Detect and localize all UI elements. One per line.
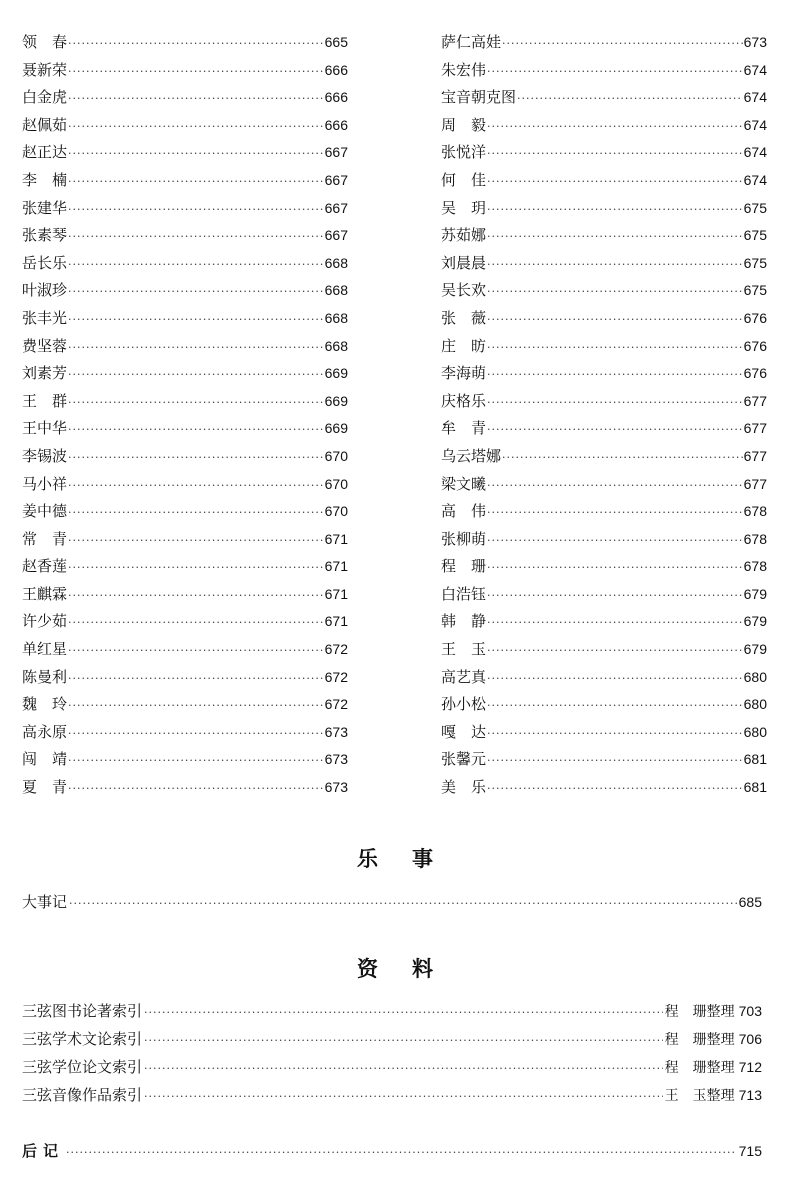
entry-page: 672	[324, 668, 348, 685]
entry-name: 王麒霖	[22, 584, 68, 603]
entry-page: 675	[743, 227, 767, 244]
toc-entry[interactable]	[441, 471, 767, 499]
entry-name: 庄 昉	[441, 336, 487, 355]
leader-dots	[68, 85, 324, 113]
entry-name: 许少茹	[22, 612, 68, 631]
toc-entry[interactable]	[441, 774, 767, 802]
entry-page: 673	[743, 34, 767, 50]
entry-editor: 程 珊整理	[664, 1032, 735, 1048]
entry-page: 675	[743, 199, 767, 216]
entry-page: 673	[324, 723, 348, 740]
leader-dots	[487, 251, 743, 279]
entry-page: 678	[743, 530, 767, 547]
toc-entry[interactable]	[441, 719, 767, 747]
entry-page: 666	[324, 89, 348, 106]
leader-dots	[68, 389, 324, 417]
entry-name: 姜中德	[22, 502, 68, 521]
entry-page: 679	[743, 641, 767, 658]
entry-page: 675	[743, 282, 767, 299]
toc-entry[interactable]	[441, 498, 767, 526]
entry-name: 韩 静	[441, 612, 487, 631]
toc-entry[interactable]	[22, 774, 348, 802]
entry-page: 672	[324, 696, 348, 713]
toc-entry[interactable]	[22, 29, 348, 57]
leader-dots	[487, 361, 743, 389]
leader-dots	[487, 472, 743, 500]
entry-page: 669	[324, 392, 348, 409]
entry-name: 王 群	[22, 391, 68, 410]
leader-dots	[487, 499, 743, 527]
toc-entry-ziliao-4[interactable]	[22, 1083, 762, 1107]
toc-entry[interactable]	[22, 360, 348, 388]
toc-entry[interactable]	[441, 195, 767, 223]
toc-entry[interactable]	[441, 57, 767, 85]
toc-entry[interactable]	[441, 84, 767, 112]
entry-page: 675	[743, 254, 767, 271]
entry-name: 三弦学术文论索引	[22, 1030, 143, 1048]
toc-entry[interactable]	[22, 84, 348, 112]
entry-page: 670	[324, 447, 348, 464]
entry-name: 白浩钰	[441, 584, 487, 603]
entry-name: 张 薇	[441, 308, 487, 327]
leader-dots	[68, 554, 324, 582]
entry-name: 孙小松	[441, 695, 487, 714]
leader-dots	[68, 334, 324, 362]
leader-dots	[144, 1029, 663, 1053]
toc-entry[interactable]	[22, 112, 348, 140]
entry-name: 张素琴	[22, 226, 68, 245]
entry-editor: 王 玉整理	[664, 1088, 735, 1104]
toc-entry[interactable]	[22, 305, 348, 333]
entry-name: 吴 玥	[441, 198, 487, 217]
leader-dots	[487, 334, 743, 362]
entry-name: 常 青	[22, 529, 68, 548]
entry-name: 陈曼利	[22, 667, 68, 686]
toc-entry[interactable]	[441, 746, 767, 774]
toc-entry[interactable]	[22, 443, 348, 471]
toc-entry[interactable]	[22, 471, 348, 499]
leader-dots	[68, 416, 324, 444]
entry-name: 朱宏伟	[441, 60, 487, 79]
toc-entry[interactable]	[441, 443, 767, 471]
entry-name: 张悦洋	[441, 143, 487, 162]
entry-page: 712	[738, 1059, 762, 1075]
leader-dots	[68, 472, 324, 500]
entry-name: 美 乐	[441, 778, 487, 797]
entry-page: 665	[324, 34, 348, 50]
leader-dots	[487, 416, 743, 444]
toc-entry-houji[interactable]	[22, 1139, 762, 1163]
entry-name: 白金虎	[22, 88, 68, 107]
leader-dots	[487, 278, 743, 306]
leader-dots	[487, 747, 743, 775]
entry-page: 678	[743, 503, 767, 520]
entry-page: 666	[324, 61, 348, 78]
entry-page: 669	[324, 420, 348, 437]
toc-entry[interactable]	[22, 553, 348, 581]
leader-dots	[487, 306, 743, 334]
entry-name: 萨仁高娃	[441, 33, 502, 51]
entry-page: 667	[324, 199, 348, 216]
entry-name: 牟 青	[441, 419, 487, 438]
leader-dots	[68, 306, 324, 334]
leader-dots	[68, 251, 324, 279]
entry-name: 程 珊	[441, 557, 487, 576]
leader-dots	[68, 58, 324, 86]
leader-dots	[487, 609, 743, 637]
entry-page: 674	[743, 116, 767, 133]
entry-name: 苏茹娜	[441, 226, 487, 245]
toc-entry[interactable]	[22, 333, 348, 361]
leader-dots	[487, 665, 743, 693]
leader-dots	[68, 168, 324, 196]
entry-page: 668	[324, 309, 348, 326]
entry-name: 三弦音像作品索引	[22, 1086, 143, 1104]
entry-name: 岳长乐	[22, 253, 68, 272]
entry-page: 667	[324, 227, 348, 244]
toc-entry[interactable]	[441, 581, 767, 609]
entry-page: 674	[743, 144, 767, 161]
entry-name: 庆格乐	[441, 391, 487, 410]
entry-name: 王 玉	[441, 640, 487, 659]
entry-page: 680	[743, 723, 767, 740]
entry-name: 聂新荣	[22, 60, 68, 79]
toc-entry[interactable]	[441, 222, 767, 250]
leader-dots	[487, 168, 743, 196]
leader-dots	[502, 444, 743, 472]
entry-page: 706	[738, 1031, 762, 1047]
toc-entry[interactable]	[22, 608, 348, 636]
leader-dots	[68, 30, 324, 58]
leader-dots	[68, 665, 324, 693]
leader-dots	[502, 30, 743, 58]
toc-entry-ziliao-2[interactable]	[22, 1027, 762, 1051]
toc-entry[interactable]	[441, 305, 767, 333]
entry-page: 677	[743, 392, 767, 409]
toc-entry-dashiji[interactable]	[22, 890, 762, 914]
leader-dots	[68, 692, 324, 720]
entry-name: 马小祥	[22, 474, 68, 493]
entry-page: 677	[743, 447, 767, 464]
leader-dots	[68, 361, 324, 389]
entry-page: 671	[324, 558, 348, 575]
leader-dots	[68, 113, 324, 141]
entry-page: 703	[738, 1003, 762, 1019]
leader-dots	[68, 196, 324, 224]
toc-entry[interactable]	[441, 277, 767, 305]
entry-page: 681	[743, 751, 767, 768]
entry-page: 677	[743, 420, 767, 437]
entry-name: 张馨元	[441, 750, 487, 769]
entry-page: 672	[324, 641, 348, 658]
toc-entry[interactable]	[22, 139, 348, 167]
leader-dots	[487, 196, 743, 224]
toc-entry[interactable]	[22, 664, 348, 692]
entry-page: 670	[324, 475, 348, 492]
leader-dots	[487, 637, 743, 665]
entry-page: 667	[324, 171, 348, 188]
leader-dots	[487, 692, 743, 720]
leader-dots	[69, 892, 737, 916]
entry-page: 680	[743, 668, 767, 685]
entry-page: 678	[743, 558, 767, 575]
entry-name: 高 伟	[441, 502, 487, 521]
toc-entry[interactable]	[22, 388, 348, 416]
entry-editor: 程 珊整理	[664, 1004, 735, 1020]
entry-page: 666	[324, 116, 348, 133]
leader-dots	[144, 1085, 663, 1109]
toc-entry-ziliao-3[interactable]	[22, 1055, 762, 1079]
leader-dots	[66, 1141, 737, 1165]
leader-dots	[68, 637, 324, 665]
toc-entry[interactable]	[441, 664, 767, 692]
leader-dots	[68, 499, 324, 527]
leader-dots	[487, 720, 743, 748]
leader-dots	[68, 609, 324, 637]
toc-entry[interactable]	[441, 553, 767, 581]
entry-page: 674	[743, 61, 767, 78]
entry-name: 宝音朝克图	[441, 88, 517, 107]
entry-name: 单红星	[22, 640, 68, 659]
leader-dots	[68, 582, 324, 610]
leader-dots	[487, 554, 743, 582]
leader-dots	[487, 582, 743, 610]
entry-name: 领 春	[22, 33, 68, 51]
toc-entry[interactable]	[441, 691, 767, 719]
entry-page: 676	[743, 337, 767, 354]
entry-page: 676	[743, 309, 767, 326]
toc-entry[interactable]	[441, 250, 767, 278]
entry-page: 685	[738, 894, 762, 910]
leader-dots	[487, 775, 743, 803]
leader-dots	[517, 85, 743, 113]
entry-name: 张建华	[22, 198, 68, 217]
entry-name: 李海萌	[441, 364, 487, 383]
entry-name: 赵香莲	[22, 557, 68, 576]
leader-dots	[68, 140, 324, 168]
entry-name: 高永原	[22, 722, 68, 741]
entry-page: 674	[743, 89, 767, 106]
entry-page: 677	[743, 475, 767, 492]
toc-entry[interactable]	[22, 526, 348, 554]
leader-dots	[68, 747, 324, 775]
entry-name: 赵佩茹	[22, 115, 68, 134]
toc-entry[interactable]	[441, 29, 767, 57]
leader-dots	[487, 113, 743, 141]
leader-dots	[68, 223, 324, 251]
entry-page: 679	[743, 613, 767, 630]
toc-entry[interactable]	[22, 746, 348, 774]
entry-page: 669	[324, 365, 348, 382]
toc-entry[interactable]	[441, 333, 767, 361]
toc-entry[interactable]	[441, 167, 767, 195]
entry-page: 671	[324, 585, 348, 602]
entry-name: 张柳萌	[441, 529, 487, 548]
entry-name: 闯 靖	[22, 750, 68, 769]
toc-entry[interactable]	[22, 57, 348, 85]
entry-name: 夏 青	[22, 778, 68, 797]
entry-name: 王中华	[22, 419, 68, 438]
leader-dots	[487, 58, 743, 86]
toc-entry[interactable]	[441, 139, 767, 167]
entry-name: 大事记	[22, 893, 68, 911]
entry-editor: 程 珊整理	[664, 1060, 735, 1076]
toc-entry[interactable]	[22, 691, 348, 719]
toc-entry[interactable]	[441, 112, 767, 140]
toc-entry[interactable]	[22, 581, 348, 609]
leader-dots	[68, 527, 324, 555]
entry-name: 乌云塔娜	[441, 446, 502, 465]
entry-page: 680	[743, 696, 767, 713]
toc-entry[interactable]	[22, 415, 348, 443]
entry-page: 673	[324, 779, 348, 796]
toc-entry[interactable]	[22, 277, 348, 305]
toc-entry[interactable]	[441, 636, 767, 664]
toc-entry[interactable]	[441, 360, 767, 388]
entry-page: 713	[738, 1087, 762, 1103]
leader-dots	[144, 1057, 663, 1081]
entry-name: 周 毅	[441, 115, 487, 134]
entry-page: 681	[743, 779, 767, 796]
entry-page: 667	[324, 144, 348, 161]
entry-name: 嘎 达	[441, 722, 487, 741]
entry-name: 李锡波	[22, 446, 68, 465]
toc-entry[interactable]	[441, 415, 767, 443]
entry-name: 赵正达	[22, 143, 68, 162]
toc-entry[interactable]	[441, 608, 767, 636]
leader-dots	[68, 775, 324, 803]
entry-name: 梁文曦	[441, 474, 487, 493]
toc-entry[interactable]	[22, 167, 348, 195]
entry-name: 张丰光	[22, 308, 68, 327]
entry-name: 高艺真	[441, 667, 487, 686]
entry-page: 668	[324, 254, 348, 271]
leader-dots	[68, 720, 324, 748]
toc-entry[interactable]	[22, 195, 348, 223]
left-column	[22, 29, 348, 802]
entry-page: 671	[324, 530, 348, 547]
toc-entry-ziliao-1[interactable]	[22, 999, 762, 1023]
entry-name: 费坚蓉	[22, 336, 68, 355]
leader-dots	[68, 444, 324, 472]
leader-dots	[487, 389, 743, 417]
leader-dots	[487, 527, 743, 555]
entry-name: 三弦图书论著索引	[22, 1002, 143, 1020]
entry-page: 715	[738, 1143, 762, 1159]
entry-name: 三弦学位论文索引	[22, 1058, 143, 1076]
entry-page: 679	[743, 585, 767, 602]
leader-dots	[144, 1001, 663, 1025]
entry-page: 668	[324, 282, 348, 299]
entry-name: 刘晨晨	[441, 253, 487, 272]
section-title-ziliao: 资料	[357, 957, 467, 981]
entry-name: 李 楠	[22, 170, 68, 189]
entry-name: 吴长欢	[441, 281, 487, 300]
toc-entry[interactable]	[22, 636, 348, 664]
entry-page: 668	[324, 337, 348, 354]
toc-entry[interactable]	[22, 222, 348, 250]
entry-page: 670	[324, 503, 348, 520]
entry-name: 后记	[22, 1142, 65, 1160]
toc-entry[interactable]	[22, 719, 348, 747]
toc-entry[interactable]	[441, 388, 767, 416]
entry-name: 魏 玲	[22, 695, 68, 714]
entry-page: 673	[324, 751, 348, 768]
entry-name: 叶淑珍	[22, 281, 68, 300]
toc-entry[interactable]	[441, 526, 767, 554]
leader-dots	[487, 140, 743, 168]
entry-name: 何 佳	[441, 170, 487, 189]
entry-page: 674	[743, 171, 767, 188]
entry-page: 676	[743, 365, 767, 382]
entry-page: 671	[324, 613, 348, 630]
toc-entry[interactable]	[22, 498, 348, 526]
leader-dots	[487, 223, 743, 251]
toc-entry[interactable]	[22, 250, 348, 278]
section-title-yueshi: 乐事	[357, 847, 467, 871]
right-column	[441, 29, 767, 802]
entry-name: 刘素芳	[22, 364, 68, 383]
leader-dots	[68, 278, 324, 306]
